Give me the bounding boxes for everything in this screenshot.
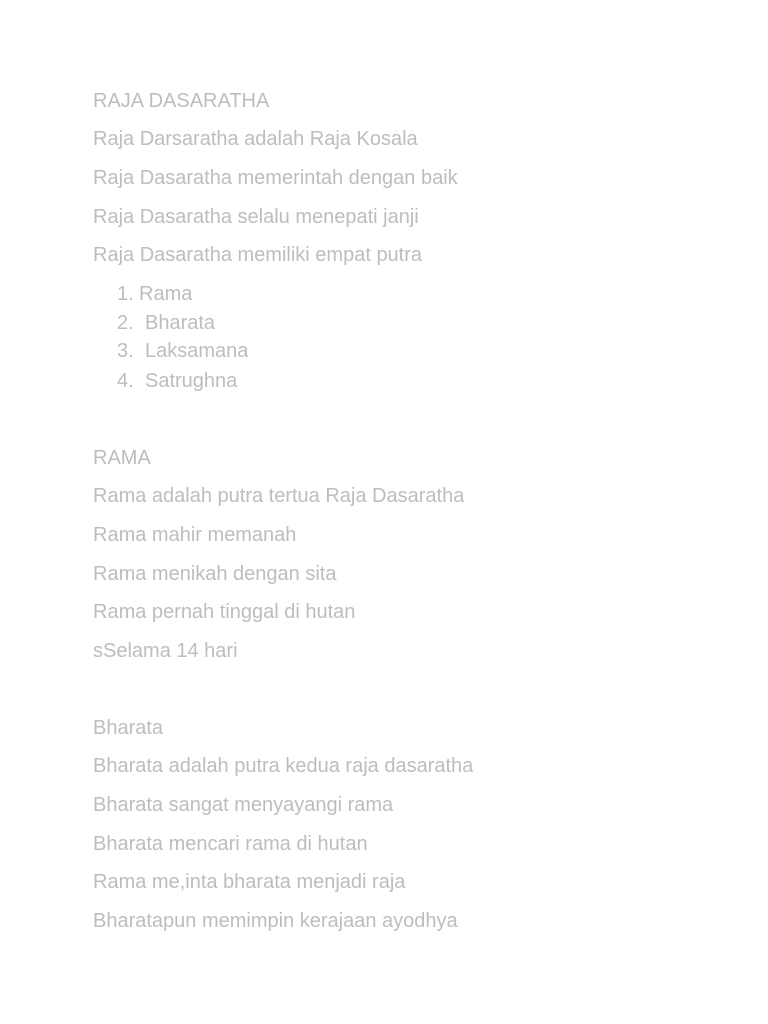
- list-number: 1.: [117, 283, 134, 305]
- section-heading: Bharata: [93, 717, 164, 739]
- section-heading: RAJA DASARATHA: [93, 90, 270, 112]
- list-text: Rama: [139, 283, 193, 305]
- text-line: Bharatapun memimpin kerajaan ayodhya: [93, 910, 458, 932]
- list-item: [117, 339, 248, 363]
- text-line: Raja Darsaratha adalah Raja Kosala: [93, 128, 418, 150]
- text-line: Raja Dasaratha selalu menepati janji: [93, 206, 419, 228]
- list-item: [117, 311, 215, 335]
- text-line: sSelama 14 hari: [93, 640, 238, 662]
- text-line: Bharata mencari rama di hutan: [93, 833, 368, 855]
- text-line: Bharata adalah putra kedua raja dasaratha: [93, 755, 474, 777]
- list-item: [117, 369, 237, 393]
- list-text: Laksamana: [145, 340, 249, 362]
- text-line: Raja Dasaratha memerintah dengan baik: [93, 167, 458, 189]
- text-line: Rama pernah tinggal di hutan: [93, 601, 356, 623]
- list-number: 4.: [117, 370, 134, 392]
- list-text: Satrughna: [145, 370, 238, 392]
- list-number: 3.: [117, 340, 134, 362]
- list-text: Bharata: [145, 312, 216, 334]
- text-line: Rama adalah putra tertua Raja Dasaratha: [93, 485, 465, 507]
- list-item: [117, 282, 192, 306]
- text-line: Raja Dasaratha memiliki empat putra: [93, 244, 423, 266]
- section-heading: RAMA: [93, 447, 151, 469]
- text-line: Rama mahir memanah: [93, 524, 297, 546]
- text-line: Rama menikah dengan sita: [93, 563, 337, 585]
- text-line: Rama me,inta bharata menjadi raja: [93, 871, 406, 893]
- text-line: Bharata sangat menyayangi rama: [93, 794, 394, 816]
- list-number: 2.: [117, 312, 134, 334]
